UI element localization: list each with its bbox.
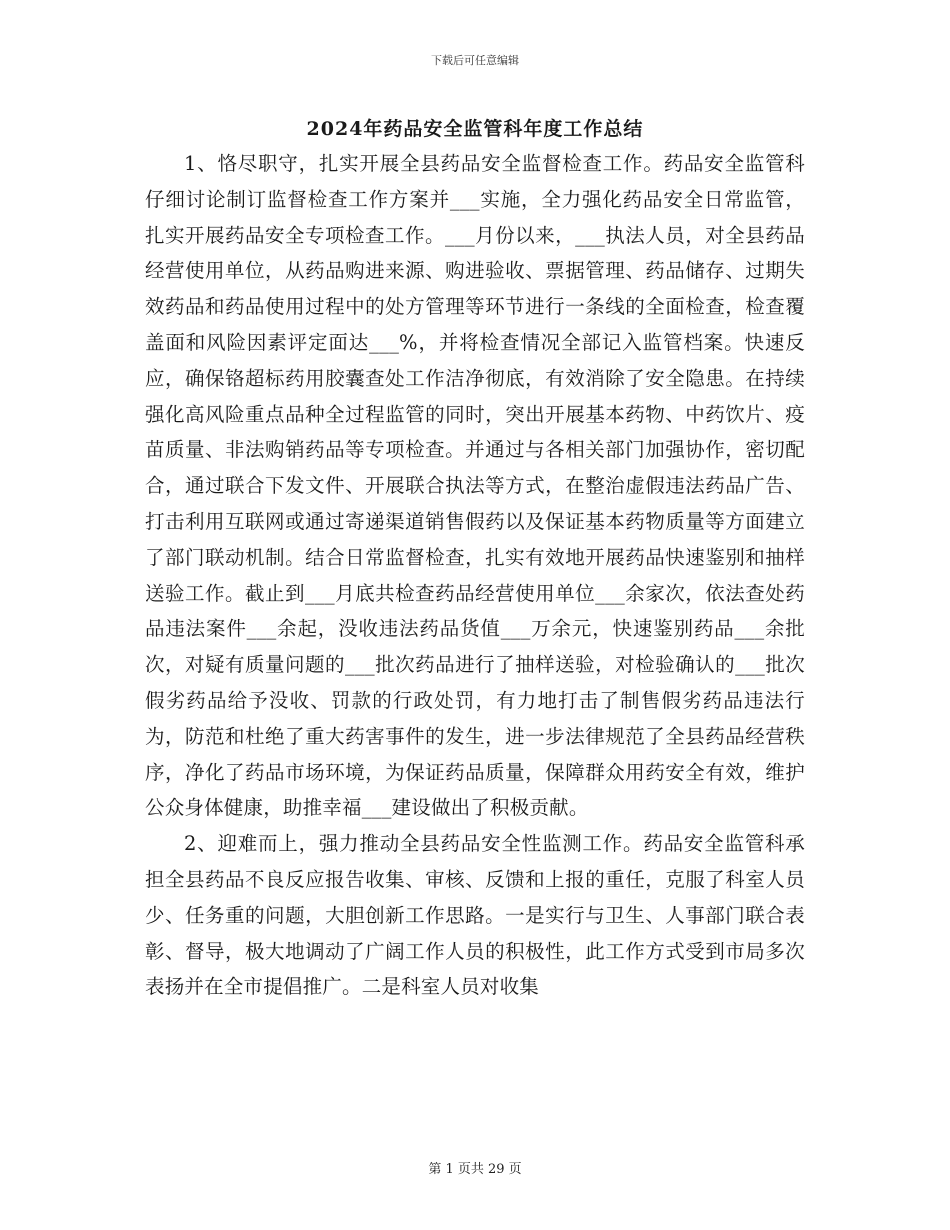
page-number: 第 1 页共 29 页 [428, 1162, 522, 1177]
document-title: 2024年药品安全监管科年度工作总结 [306, 118, 644, 140]
document-body [145, 146, 805, 1005]
page-header-note: 下载后可任意编辑 [431, 54, 519, 67]
paragraph-2: 2、迎难而上，强力推动全县药品安全性监测工作。药品安全监管科承担全县药品不良反应报告收集、审核、反馈和上报的重任，克服了科室人员少、任务重的问题，大胆创新工作思路。一是实行与卫生、人事部门联合表彰、督导，极大地调动了广阔工作人员的积极性，此工作方式受到市局多次表扬并在全市提倡推广。二是科室人员对收集 [145, 832, 805, 999]
paragraph-1: 1、恪尽职守，扎实开展全县药品安全监督检查工作。药品安全监管科仔细讨论制订监督检查工作方案并___实施，全力强化药品安全日常监管，扎实开展药品安全专项检查工作。___月份以来，___执法人员，对全县药品经营使用单位，从药品购进来源、购进验收、票据管理、药品储存、过期失效药品和药品使用过程中的处方管理等环节进行一条线的全面检查，检查覆盖面和风险因素评定面达___%，并将检查情况全部记入监管档案。快速反应，确保铬超标药用胶囊查处工作洁净彻底，有效消除了安全隐患。在持续强化高风险重点品种全过程监管的同时，突出开展基本药物、中药饮片、疫苗质量、非法购销药品等专项检查。并通过与各相关部门加强协作，密切配合，通过联合下发文件、开展联合执法等方式，在整治虚假违法药品广告、打击利用互联网或通过寄递渠道销售假药以及保证基本药物质量等方面建立了部门联动机制。结合日常监督检查，扎实有效地开展药品快速鉴别和抽样送验工作。截止到___月底共检查药品经营使用单位___余家次，依法查处药品违法案件___余起，没收违法药品货值___万余元，快速鉴别药品___余批次，对疑有质量问题的___批次药品进行了抽样送验，对检验确认的___批次假劣药品给予没收、罚款的行政处罚，有力地打击了制售假劣药品违法行为，防范和杜绝了重大药害事件的发生，进一步法律规范了全县药品经营秩序，净化了药品市场环境，为保证药品质量，保障群众用药安全有效，维护公众身体健康，助推幸福___建设做出了积极贡献。 [145, 152, 805, 820]
